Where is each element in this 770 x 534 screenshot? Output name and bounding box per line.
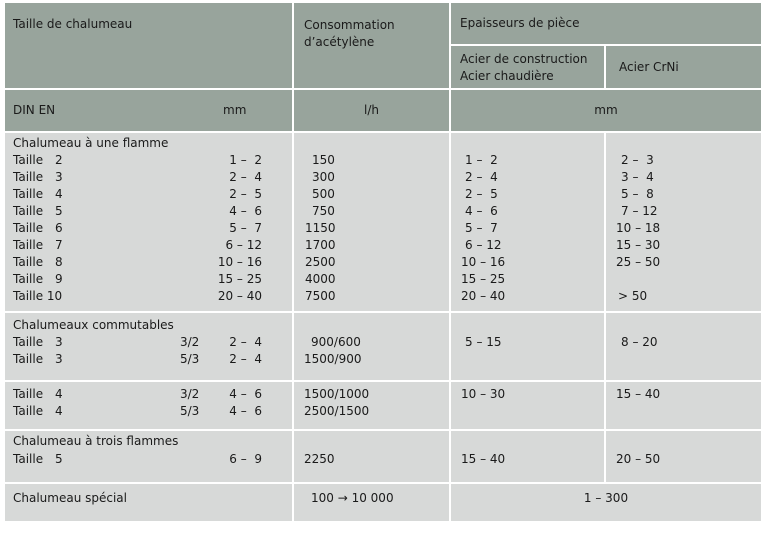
special-col2 — [294, 484, 449, 521]
group2-col3a: 5 – 15 — [451, 313, 604, 380]
header-col1 — [5, 3, 292, 88]
table-row: Taille 9 15 – 25 — [13, 272, 262, 286]
group4-col1 — [5, 431, 292, 482]
table-row: Taille 4 3/2 4 – 6 — [13, 387, 262, 401]
col3a-line1: Acier de construction — [460, 52, 588, 66]
group4-col2: 2250 — [294, 431, 449, 482]
group3-col2: 1500/1000 2500/1500 — [294, 382, 449, 429]
header-col3b — [606, 46, 761, 88]
table-row: Taille 3 3/2 2 – 4 — [13, 335, 262, 349]
table-row: Taille 4 2 – 5 — [13, 187, 262, 201]
table-row: Taille 2 1 – 2 — [13, 153, 262, 167]
header-col2 — [294, 3, 449, 88]
table-row: Taille 6 5 – 7 — [13, 221, 262, 235]
unit-lh: l/h — [364, 103, 379, 117]
group2-col2: 900/600 1500/900 — [294, 313, 449, 380]
col2-title-line1: Consommation — [304, 18, 395, 32]
group1-col3a: 1 – 2 2 – 4 2 – 5 4 – 6 5 – 7 6 – 12 10 – 16 15 – 25 20 – 40 — [451, 133, 604, 311]
special-lh: 100 → 10 000 — [311, 491, 394, 505]
special-col1 — [5, 484, 292, 521]
special-title: Chalumeau spécial — [13, 491, 127, 505]
table-row: Taille 7 6 – 12 — [13, 238, 262, 252]
unit-mm2: mm — [594, 103, 618, 117]
group2-col3b: 8 – 20 — [606, 313, 761, 380]
group3-col3b: 15 – 40 — [606, 382, 761, 429]
units-col1 — [5, 90, 292, 131]
table-row: Taille 5 6 – 9 — [13, 452, 262, 466]
group4-col3a: 15 – 40 — [451, 431, 604, 482]
units-col3 — [451, 90, 761, 131]
header-col3a — [451, 46, 604, 88]
header-col3 — [451, 3, 761, 44]
col2-title-line2: d’acétylène — [304, 35, 375, 49]
col3a-line2: Acier chaudière — [460, 69, 554, 83]
group4-title: Chalumeau à trois flammes — [13, 434, 179, 448]
group2-title: Chalumeaux commutables — [13, 318, 174, 332]
group1-col3b: 2 – 3 3 – 4 5 – 8 7 – 12 10 – 18 15 – 30 25 – 50 > 50 — [606, 133, 761, 311]
group1-title: Chalumeau à une flamme — [13, 136, 169, 150]
group3-col3a: 10 – 30 — [451, 382, 604, 429]
col3-title: Epaisseurs de pièce — [460, 16, 580, 30]
unit-din: DIN EN — [13, 103, 56, 117]
unit-mm1: mm — [223, 103, 247, 117]
group3-col1 — [5, 382, 292, 429]
units-col2 — [294, 90, 449, 131]
table-row: Taille 10 20 – 40 — [13, 289, 262, 303]
col3b-title: Acier CrNi — [619, 60, 679, 74]
table-row: Taille 4 5/3 4 – 6 — [13, 404, 262, 418]
group1-col1 — [5, 133, 292, 311]
col1-title: Taille de chalumeau — [13, 17, 133, 31]
table-row: Taille 8 10 – 16 — [13, 255, 262, 269]
group1-col2: 150 300 500 750 1150 1700 2500 4000 7500 — [294, 133, 449, 311]
group2-col1 — [5, 313, 292, 380]
table-row: Taille 3 5/3 2 – 4 — [13, 352, 262, 366]
table-row: Taille 3 2 – 4 — [13, 170, 262, 184]
special-col3 — [451, 484, 761, 521]
group4-col3b: 20 – 50 — [606, 431, 761, 482]
table-row: Taille 5 4 – 6 — [13, 204, 262, 218]
special-thickness: 1 – 300 — [583, 491, 629, 505]
